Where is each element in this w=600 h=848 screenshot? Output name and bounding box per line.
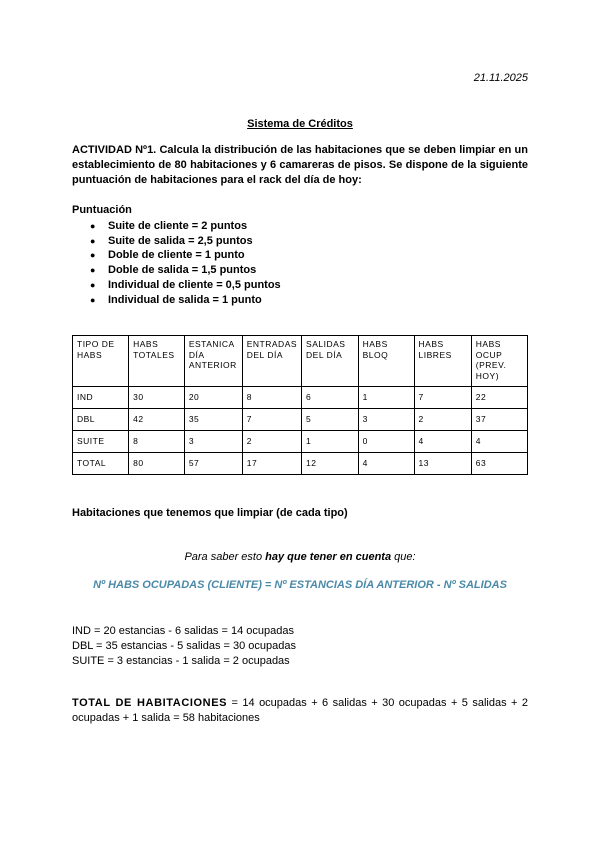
activity-intro: ACTIVIDAD Nº1. Calcula la distribución de las habitaciones que se deben limpiar en un establecimiento de 80 habitaciones y 6 camareras de pisos. Se dispone de la siguiente puntuación de habitaciones para el rack del día de hoy: xyxy=(72,144,528,186)
calculation-line: IND = 20 estancias - 6 salidas = 14 ocupadas xyxy=(72,625,294,637)
section-heading: Habitaciones que tenemos que limpiar (de cada tipo) xyxy=(72,507,348,519)
table-cell: 4 xyxy=(471,431,527,453)
table-cell: 0 xyxy=(358,431,414,453)
table-row xyxy=(73,409,528,431)
calculations xyxy=(72,624,296,669)
table-cell: 7 xyxy=(242,409,301,431)
table-header-cell: HABS TOTALES xyxy=(129,336,185,387)
table-cell: 80 xyxy=(129,453,185,475)
table-cell: 3 xyxy=(184,431,242,453)
table-cell: 2 xyxy=(414,409,471,431)
table-cell: 57 xyxy=(184,453,242,475)
formula: Nº HABS OCUPADAS (CLIENTE) = Nº ESTANCIAS DÍA ANTERIOR - Nº SALIDAS xyxy=(93,579,507,591)
table-cell: 4 xyxy=(358,453,414,475)
note-line xyxy=(0,551,600,563)
table-header-cell: HABS OCUP (PREV. HOY) xyxy=(471,336,527,387)
table-cell: 5 xyxy=(302,409,359,431)
calculation-line: DBL = 35 estancias - 5 salidas = 30 ocupadas xyxy=(72,640,297,652)
table-cell: 20 xyxy=(184,387,242,409)
total-text: = 14 ocupadas + 6 salidas + 30 ocupadas + 5 salidas + 2 ocupadas + 1 salida = 58 habitaciones xyxy=(72,697,528,724)
table-cell: 22 xyxy=(471,387,527,409)
table-header-cell: ENTRADAS DEL DÍA xyxy=(242,336,301,387)
table-row xyxy=(73,453,528,475)
total-paragraph xyxy=(72,696,528,726)
table-header-cell: SALIDAS DEL DÍA xyxy=(302,336,359,387)
table-cell: 1 xyxy=(302,431,359,453)
table-cell: 4 xyxy=(414,431,471,453)
table-header-cell: TIPO DE HABS xyxy=(73,336,129,387)
table-cell: 13 xyxy=(414,453,471,475)
rack-table xyxy=(72,335,528,475)
table-cell: 3 xyxy=(358,409,414,431)
note-pre: Para saber esto xyxy=(184,551,266,563)
table-cell: SUITE xyxy=(73,431,129,453)
table-cell: 35 xyxy=(184,409,242,431)
list-item: ● Doble de salida = 1,5 puntos xyxy=(90,263,281,278)
table-header-row xyxy=(73,336,528,387)
puntuacion-heading: Puntuación xyxy=(72,204,132,216)
table-row xyxy=(73,431,528,453)
document-date: 21.11.2025 xyxy=(473,72,528,84)
table-cell: 63 xyxy=(471,453,527,475)
note-post: que: xyxy=(391,551,416,563)
table-cell: 6 xyxy=(302,387,359,409)
list-item: ● Individual de salida = 1 punto xyxy=(90,293,281,308)
table-cell: 8 xyxy=(129,431,185,453)
table-cell: 7 xyxy=(414,387,471,409)
table-cell: 30 xyxy=(129,387,185,409)
table-cell: 2 xyxy=(242,431,301,453)
calculation-line: SUITE = 3 estancias - 1 salida = 2 ocupadas xyxy=(72,655,290,667)
list-item: ● Doble de cliente = 1 punto xyxy=(90,248,281,263)
note-bold: hay que tener en cuenta xyxy=(265,551,392,563)
table-cell: 12 xyxy=(302,453,359,475)
list-item: ● Suite de salida = 2,5 puntos xyxy=(90,234,281,249)
table-header-cell: HABS BLOQ xyxy=(358,336,414,387)
table-row xyxy=(73,387,528,409)
table-cell: DBL xyxy=(73,409,129,431)
table-header-cell: ESTANICA DÍA ANTERIOR xyxy=(184,336,242,387)
table-cell: 1 xyxy=(358,387,414,409)
total-label: TOTAL DE HABITACIONES xyxy=(72,697,228,709)
table-cell: 42 xyxy=(129,409,185,431)
list-item: ● Suite de cliente = 2 puntos xyxy=(90,219,281,234)
table-header-cell: HABS LIBRES xyxy=(414,336,471,387)
table-cell: 37 xyxy=(471,409,527,431)
puntuacion-list xyxy=(90,219,281,307)
table-cell: IND xyxy=(73,387,129,409)
table-cell: 17 xyxy=(242,453,301,475)
table-cell: 8 xyxy=(242,387,301,409)
list-item: ● Individual de cliente = 0,5 puntos xyxy=(90,278,281,293)
document-title: Sistema de Créditos xyxy=(247,118,353,130)
table-cell: TOTAL xyxy=(73,453,129,475)
